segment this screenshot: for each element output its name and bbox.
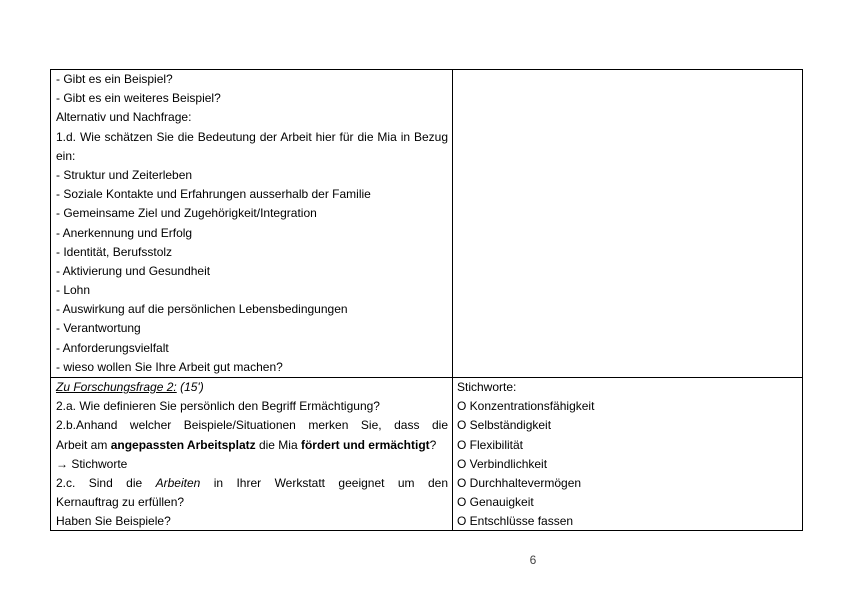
text: in Ihrer Werkstatt geeignet um den — [213, 475, 448, 490]
question-line: - Gemeinsame Ziel und Zugehörigkeit/Integration — [56, 206, 317, 221]
arrow-stichworte: → Stichworte — [56, 456, 128, 471]
text: 2.b.Anhand welcher Beispiele/Situationen merken Sie, dass die — [56, 418, 448, 433]
question-line: - Gibt es ein Beispiel? — [56, 72, 173, 86]
keyword-item: O Genauigkeit — [457, 495, 534, 510]
text: Arbeit am — [56, 437, 111, 452]
heading-underlined: Zu Forschungsfrage 2: — [56, 380, 177, 394]
question-line: - Identität, Berufsstolz — [56, 244, 173, 259]
question-line: - Anerkennung und Erfolg — [56, 225, 193, 240]
keyword-item: O Durchhaltevermögen — [457, 475, 582, 490]
question-line: - wieso wollen Sie Ihre Arbeit gut machen? — [56, 359, 283, 374]
keyword-item: O Konzentrationsfähigkeit — [457, 399, 595, 414]
question-line: - Anforderungsvielfalt — [56, 340, 169, 355]
question-line: - Aktivierung und Gesundheit — [56, 263, 211, 278]
heading-duration: (15') — [176, 380, 204, 394]
text: die Mia — [255, 437, 301, 452]
interview-table — [50, 69, 803, 531]
keyword-item: O Flexibilität — [457, 437, 524, 452]
text: 2.c. Sind die — [56, 475, 156, 490]
questions-cell-1 — [56, 70, 448, 377]
questions-cell-2 — [56, 378, 448, 532]
bold-text: angepassten Arbeitsplatz — [110, 437, 256, 452]
keyword-item: O Verbindlichkeit — [457, 456, 548, 471]
question-line: - Gibt es ein weiteres Beispiel? — [56, 91, 221, 106]
keyword-item: O Entschlüsse fassen — [457, 514, 574, 529]
question-2c-line2: Kernauftrag zu erfüllen? — [56, 495, 185, 510]
question-line: - Auswirkung auf die persönlichen Lebensbedingungen — [56, 302, 348, 317]
question-2c-line1 — [56, 474, 448, 493]
question-2a: 2.a. Wie definieren Sie persönlich den Begriff Ermächtigung? — [56, 399, 380, 414]
question-line: Alternativ und Nachfrage: — [56, 110, 192, 125]
page-number: 6 — [529, 553, 537, 567]
question-line: - Verantwortung — [56, 321, 141, 336]
question-line: - Struktur und Zeiterleben — [56, 167, 193, 182]
bold-text: fördert und ermächtigt — [300, 437, 430, 452]
question-2b-line1 — [56, 416, 448, 435]
italic-text: Arbeiten — [155, 475, 201, 490]
section-heading — [56, 378, 448, 397]
keyword-item: O Selbständigkeit — [457, 418, 552, 433]
question-2c-line3: Haben Sie Beispiele? — [56, 514, 171, 529]
text: ? — [429, 437, 437, 452]
question-line: - Soziale Kontakte und Erfahrungen ausserhalb der Familie — [56, 187, 371, 202]
question-line: - Lohn — [56, 283, 91, 298]
keywords-title: Stichworte: — [457, 380, 517, 394]
question-line: 1.d. Wie schätzen Sie die Bedeutung der Arbeit hier für die Mia in Bezug — [56, 129, 448, 144]
keywords-cell — [457, 378, 797, 532]
question-line: ein: — [56, 148, 76, 163]
question-2b-line2 — [56, 436, 448, 455]
column-divider — [452, 70, 453, 530]
